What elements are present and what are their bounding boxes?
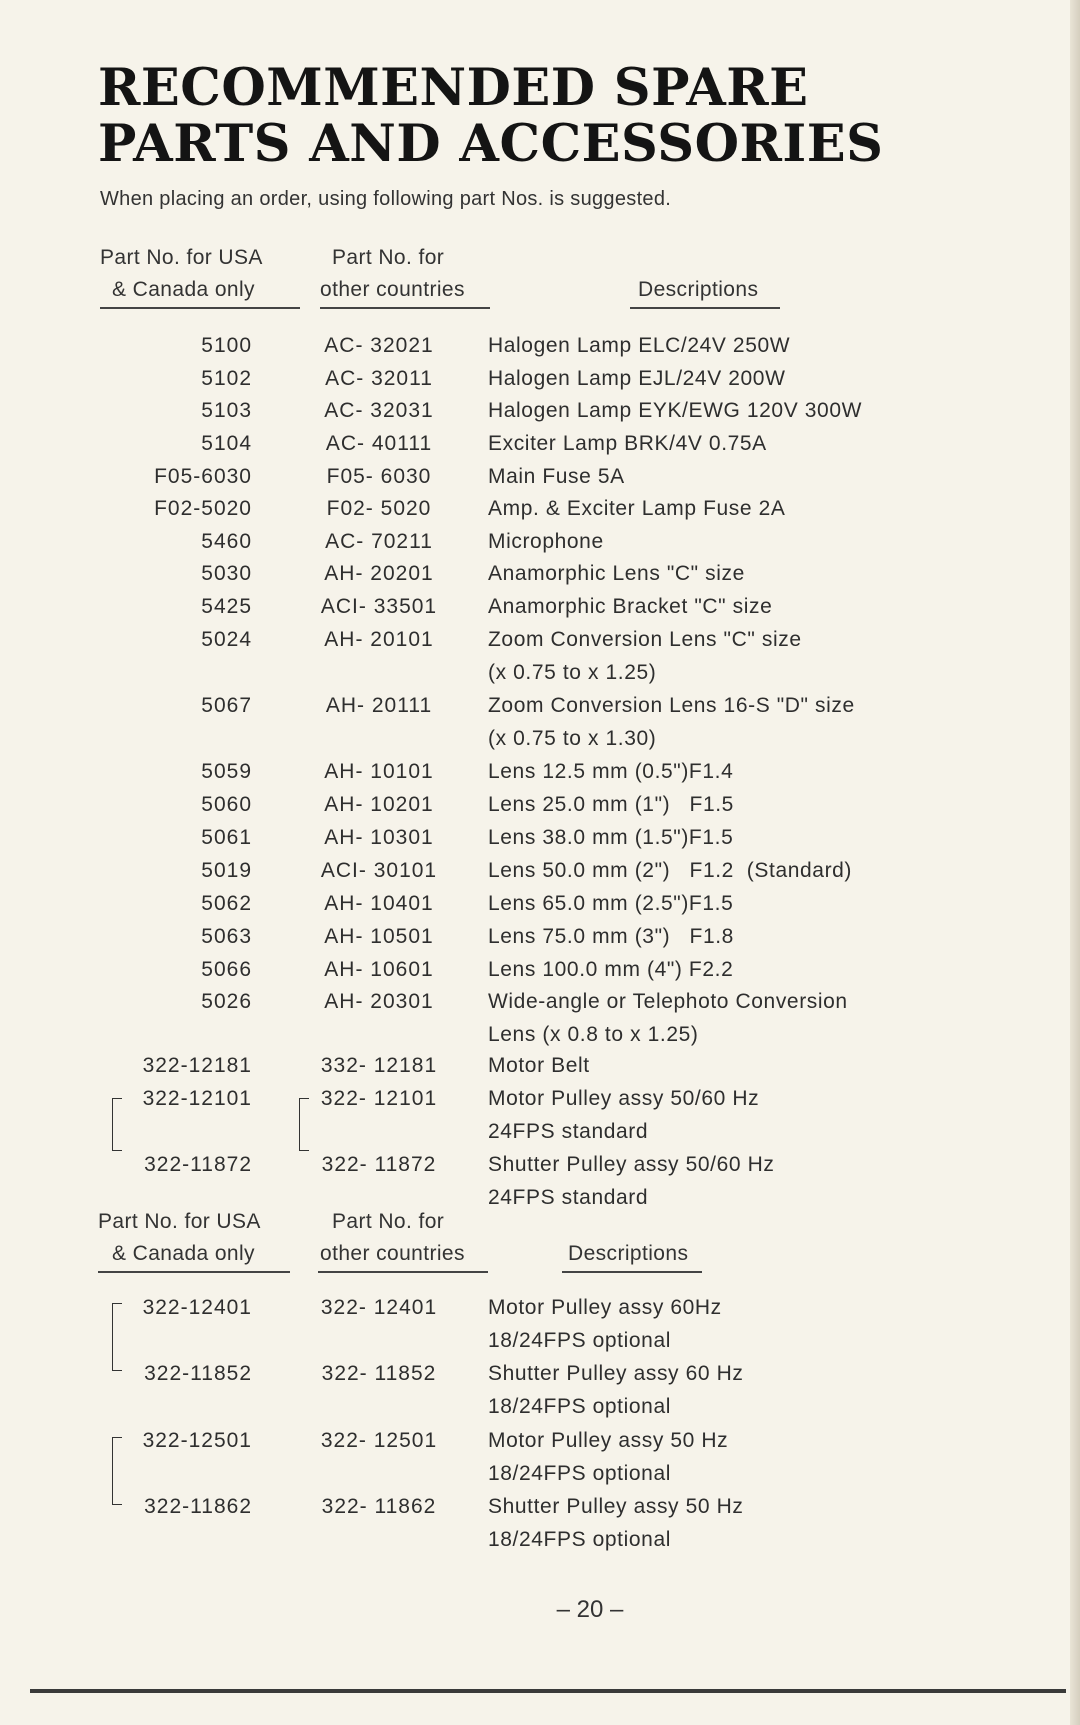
part-no-usa: 322-12181 xyxy=(142,1054,252,1077)
part-no-usa: 5059 xyxy=(201,760,252,783)
part-no-usa: 5024 xyxy=(201,628,252,651)
part-no-usa: 5030 xyxy=(201,562,252,585)
part-description-line2: 24FPS standard xyxy=(488,1120,649,1143)
header2-underline-other xyxy=(318,1271,488,1273)
header2-other-line2: other countries xyxy=(320,1242,465,1265)
part-description: Zoom Conversion Lens 16-S "D" size xyxy=(488,694,855,717)
header-other-line2: other countries xyxy=(320,278,465,301)
page-number: – 20 – xyxy=(556,1596,624,1623)
part-no-usa: 322-12401 xyxy=(142,1296,252,1319)
bottom-rule xyxy=(30,1689,1066,1693)
part-no-usa: 5066 xyxy=(201,958,252,981)
part-description: Motor Pulley assy 50/60 Hz xyxy=(488,1087,760,1110)
part-description: Anamorphic Lens "C" size xyxy=(488,562,745,585)
part-description-line2: 18/24FPS optional xyxy=(488,1528,671,1551)
part-description: Halogen Lamp EJL/24V 200W xyxy=(488,367,786,390)
part-description: Motor Pulley assy 60Hz xyxy=(488,1296,722,1319)
header-underline-other xyxy=(320,307,490,309)
part-no-usa: 5103 xyxy=(201,399,252,422)
header2-underline-desc xyxy=(562,1271,702,1273)
part-no-other: AH- 10501 xyxy=(324,925,434,948)
part-no-usa: 322-12101 xyxy=(142,1087,252,1110)
part-no-other: 322- 11862 xyxy=(321,1495,437,1518)
part-description-line2: 18/24FPS optional xyxy=(488,1329,671,1352)
part-no-usa: 5102 xyxy=(201,367,252,390)
pair-bracket-other xyxy=(299,1098,309,1151)
part-description: Lens 100.0 mm (4") F2.2 xyxy=(488,958,734,981)
part-description: Anamorphic Bracket "C" size xyxy=(488,595,773,618)
header-underline-usa xyxy=(100,307,300,309)
header-other-line1: Part No. for xyxy=(332,246,445,269)
part-no-usa: F02-5020 xyxy=(154,497,252,520)
part-description-line2: 18/24FPS optional xyxy=(488,1395,671,1418)
part-description: Lens 75.0 mm (3") F1.8 xyxy=(488,925,734,948)
pair-bracket-50hz xyxy=(112,1437,122,1505)
part-description-line2: 24FPS standard xyxy=(488,1186,649,1209)
part-description: Main Fuse 5A xyxy=(488,465,625,488)
part-description-line2: (x 0.75 to x 1.30) xyxy=(488,727,657,750)
part-description: Wide-angle or Telephoto Conversion xyxy=(488,990,848,1013)
part-no-other: AC- 32031 xyxy=(324,399,434,422)
part-description: Zoom Conversion Lens "C" size xyxy=(488,628,802,651)
part-no-usa: 5061 xyxy=(201,826,252,849)
part-no-other: AH- 10401 xyxy=(324,892,434,915)
part-no-usa: 5067 xyxy=(201,694,252,717)
part-no-usa: F05-6030 xyxy=(154,465,252,488)
part-no-other: AC- 40111 xyxy=(325,432,433,455)
part-description: Lens 50.0 mm (2") F1.2 (Standard) xyxy=(488,859,853,882)
part-no-usa: 5026 xyxy=(201,990,252,1013)
part-no-other: AH- 20111 xyxy=(325,694,433,717)
part-no-other: 322- 11852 xyxy=(321,1362,437,1385)
part-no-other: 322- 12501 xyxy=(320,1429,438,1452)
part-description: Shutter Pulley assy 60 Hz xyxy=(488,1362,744,1385)
part-no-other: AH- 10301 xyxy=(324,826,434,849)
part-no-other: 322- 12401 xyxy=(320,1296,438,1319)
part-no-other: F05- 6030 xyxy=(326,465,432,488)
part-no-other: ACI- 33501 xyxy=(320,595,438,618)
part-no-usa: 5104 xyxy=(201,432,252,455)
part-description-line2: 18/24FPS optional xyxy=(488,1462,671,1485)
part-no-other: AC- 70211 xyxy=(325,530,433,553)
part-description: Shutter Pulley assy 50/60 Hz xyxy=(488,1153,775,1176)
header-underline-desc xyxy=(630,307,780,309)
part-no-other: 322- 11872 xyxy=(321,1153,437,1176)
part-no-usa: 5460 xyxy=(201,530,252,553)
part-no-other: AH- 20201 xyxy=(324,562,434,585)
part-no-other: 322- 12101 xyxy=(320,1087,438,1110)
part-no-other: AH- 20101 xyxy=(324,628,434,651)
part-no-other: AH- 10601 xyxy=(324,958,434,981)
part-no-other: AC- 32011 xyxy=(325,367,433,390)
part-no-usa: 5060 xyxy=(201,793,252,816)
part-no-usa: 322-12501 xyxy=(142,1429,252,1452)
part-no-usa: 5425 xyxy=(201,595,252,618)
header2-usa-line2: & Canada only xyxy=(112,1242,255,1265)
header2-descriptions: Descriptions xyxy=(568,1242,689,1265)
part-no-usa: 5062 xyxy=(201,892,252,915)
part-no-usa: 5063 xyxy=(201,925,252,948)
part-description: Lens 65.0 mm (2.5")F1.5 xyxy=(488,892,734,915)
part-no-other: ACI- 30101 xyxy=(320,859,438,882)
pair-bracket-60hz xyxy=(112,1303,122,1371)
part-description: Halogen Lamp EYK/EWG 120V 300W xyxy=(488,399,863,422)
part-description: Lens 12.5 mm (0.5")F1.4 xyxy=(488,760,734,783)
part-no-other: AH- 20301 xyxy=(324,990,434,1013)
page-title: RECOMMENDED SPARE PARTS AND ACCESSORIES xyxy=(98,58,884,174)
part-description: Exciter Lamp BRK/4V 0.75A xyxy=(488,432,767,455)
part-description-line2: (x 0.75 to x 1.25) xyxy=(488,661,657,684)
page-edge xyxy=(1070,0,1080,1725)
part-no-other: AH- 10201 xyxy=(324,793,434,816)
part-description: Amp. & Exciter Lamp Fuse 2A xyxy=(488,497,786,520)
part-description: Shutter Pulley assy 50 Hz xyxy=(488,1495,744,1518)
header-usa-line2: & Canada only xyxy=(112,278,255,301)
pair-bracket-usa xyxy=(112,1098,122,1151)
part-description-line2: Lens (x 0.8 to x 1.25) xyxy=(488,1023,699,1046)
part-no-usa: 5019 xyxy=(201,859,252,882)
part-no-other: F02- 5020 xyxy=(326,497,432,520)
header-usa-line1: Part No. for USA xyxy=(100,246,263,269)
part-no-usa: 5100 xyxy=(201,334,252,357)
header2-usa-line1: Part No. for USA xyxy=(98,1210,261,1233)
header2-underline-usa xyxy=(98,1271,290,1273)
part-no-other: 332- 12181 xyxy=(320,1054,438,1077)
part-no-other: AH- 10101 xyxy=(324,760,434,783)
part-no-other: AC- 32021 xyxy=(324,334,434,357)
header2-other-line1: Part No. for xyxy=(332,1210,445,1233)
part-no-usa: 322-11862 xyxy=(144,1495,252,1518)
header-descriptions: Descriptions xyxy=(638,278,759,301)
part-description: Lens 38.0 mm (1.5")F1.5 xyxy=(488,826,734,849)
part-description: Motor Belt xyxy=(488,1054,590,1077)
part-description: Motor Pulley assy 50 Hz xyxy=(488,1429,729,1452)
subtitle: When placing an order, using following part Nos. is suggested. xyxy=(100,188,672,210)
part-no-usa: 322-11852 xyxy=(144,1362,252,1385)
part-description: Halogen Lamp ELC/24V 250W xyxy=(488,334,791,357)
part-description: Microphone xyxy=(488,530,604,553)
part-no-usa: 322-11872 xyxy=(144,1153,252,1176)
part-description: Lens 25.0 mm (1") F1.5 xyxy=(488,793,734,816)
